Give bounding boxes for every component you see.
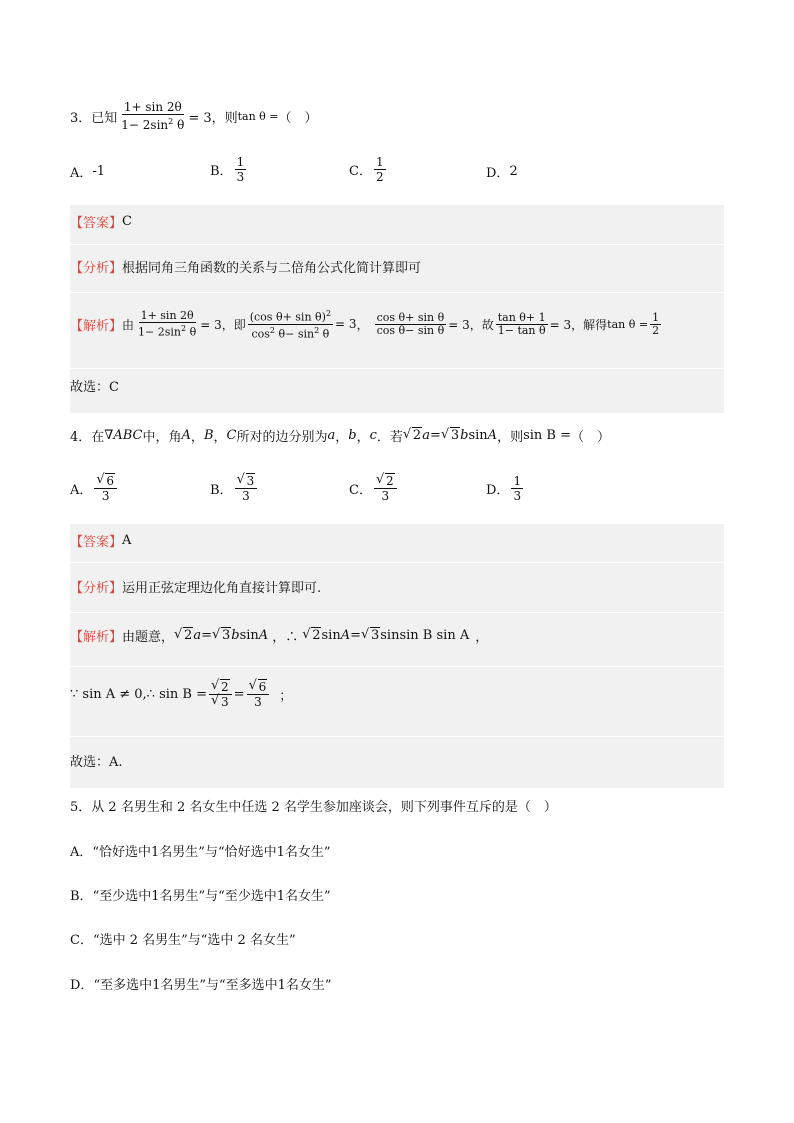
q5-option-d[interactable]: D． “至多选中1名男生”与“至多选中1名女生” bbox=[70, 978, 332, 993]
q3-option-a[interactable]: A． -1 bbox=[70, 164, 106, 181]
q3-option-b[interactable]: B． $\frac{1}{3}$ bbox=[210, 155, 245, 184]
q4-option-a[interactable]: A． √ $\frac{6}{3}$ bbox=[70, 474, 119, 503]
q3-answer: 【答案】 C bbox=[70, 214, 132, 231]
q4-option-c[interactable]: C． √ $\frac{2}{3}$ bbox=[349, 474, 399, 503]
q3-conclusion: 故选：C bbox=[70, 380, 119, 395]
q3-stem: 3． 已知 $\frac{1+ \sin 2\theta}{1- 2\sin^2 \theta}$ = 3，则 tan θ = （ ） bbox=[70, 100, 318, 132]
q3-number: 3． bbox=[70, 110, 92, 126]
q5-option-a[interactable]: A． “恰好选中1名男生”与“恰好选中1名女生” bbox=[70, 845, 331, 860]
q4-solution: 【解析】 由题意， √ 2 a = √ 3 b sin A ，∴ √ 2 sin A = √ 3 sin sin B sin A ， bbox=[70, 626, 488, 645]
q3-option-c[interactable]: C． $\frac{1}{2}$ bbox=[349, 155, 384, 184]
q4-option-b[interactable]: B． √ $\frac{3}{3}$ bbox=[210, 474, 259, 503]
q3-solution: 【解析】 由 $\frac{1+ \sin 2\theta}{1- 2\sin^2 \theta}$ = 3，即 $\frac{(\cos \theta+ \sin \theta)^2}{\cos^2 \theta- \sin^2 \theta}$ = 3 ， $\frac{\text{cos θ+ sin θ}}{\text{cos θ− sin θ}}$ = 3，故 $\frac{\text{tan θ+ 1}}{\text{1− tan θ}}$ = 3，解得 tan θ = $\frac{1}{2}$ bbox=[70, 308, 660, 341]
q5-stem: 5． 从 2 名男生和 2 名女生中任选 2 名学生参加座谈会，则下列事件互斥的是（ ） bbox=[70, 800, 557, 815]
q4-answer: 【答案】 A bbox=[70, 533, 132, 550]
q3-option-d[interactable]: D． 2 bbox=[486, 164, 518, 181]
q3-analysis: 【分析】 根据同角三角函数的关系与二倍角公式化简计算即可 bbox=[70, 261, 422, 276]
q5-option-b[interactable]: B． “至少选中1名男生”与“至少选中1名女生” bbox=[70, 889, 331, 904]
q4-analysis: 【分析】 运用正弦定理边化角直接计算即可. bbox=[70, 581, 322, 596]
q4-stem: 4． 在 ∇ABC 中，角 A ， B ， C 所对的边分别为 a ， b ， c ．若 √ 2 a = √ 3 b sin A ，则 sin B = （ ） bbox=[70, 426, 610, 445]
q4-conclusion: 故选：A. bbox=[70, 755, 123, 770]
q4-solution-line2: ∵ sin A ≠ 0,∴ sin B = √ 2 √ 3 = √ $\frac{6}{3}$ ； bbox=[70, 680, 292, 709]
q4-answer-block bbox=[70, 524, 724, 788]
q3-fraction: $\frac{1+ \sin 2\theta}{1- 2\sin^2 \theta}$ bbox=[121, 100, 185, 132]
q5-option-c[interactable]: C． “选中 2 名男生”与“选中 2 名女生” bbox=[70, 933, 296, 948]
q4-option-d[interactable]: D． $\frac{1}{3}$ bbox=[486, 474, 522, 503]
